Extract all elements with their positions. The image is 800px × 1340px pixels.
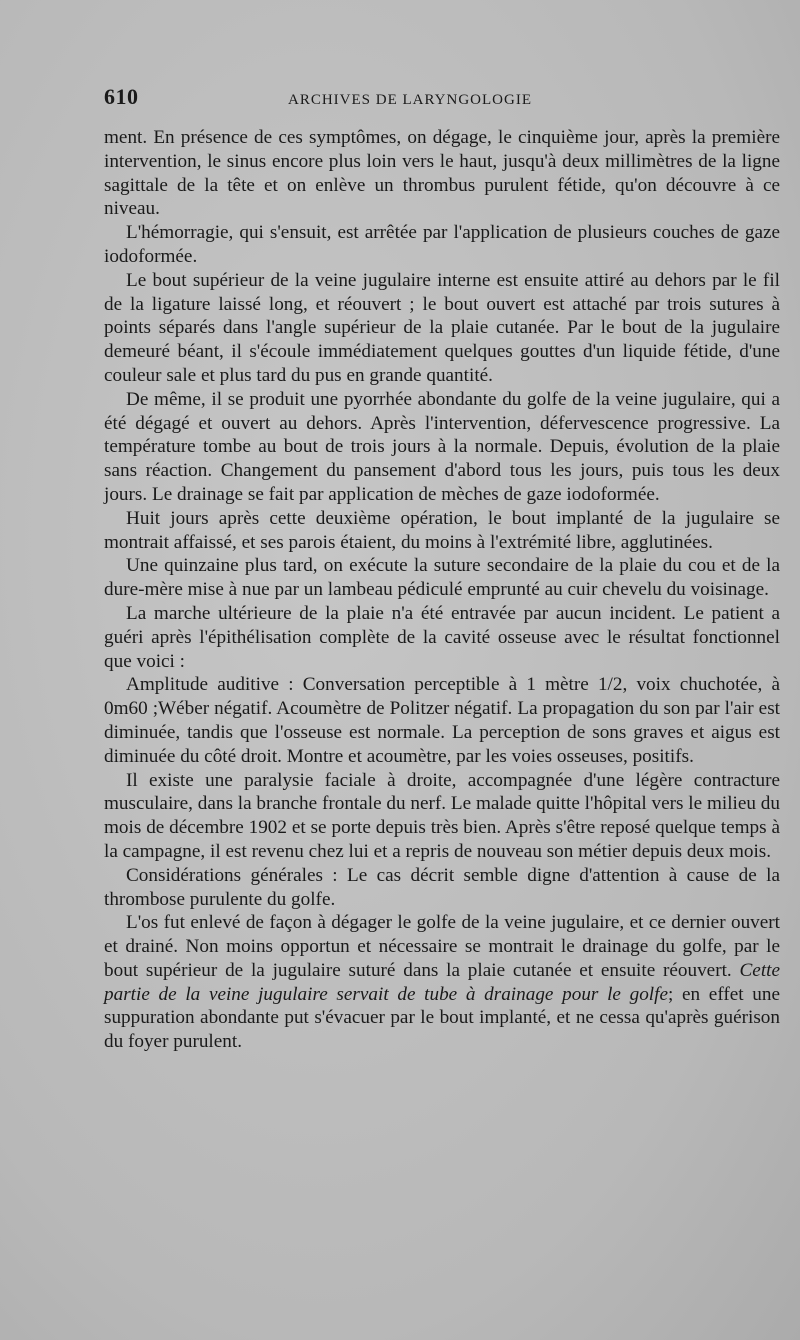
- paragraph: La marche ultérieure de la plaie n'a été entravée par aucun incident. Le patient a guéri après l'épithélisation complète de la cavité osseuse avec le résultat fonctionnel que voici :: [104, 602, 780, 672]
- paragraph: Amplitude auditive : Conversation perceptible à 1 mètre 1/2, voix chuchotée, à 0m60 ;Wéber négatif. Acoumètre de Politzer négatif. La propagation du son par l'air est diminuée, tandis que l'osseuse est normale. La perception de sons graves et aigus est diminuée du côté droit. Montre et acoumètre, par les voies osseuses, positifs.: [104, 674, 780, 767]
- book-page: [104, 84, 780, 1054]
- paragraph: L'hémorragie, qui s'ensuit, est arrêtée par l'application de plusieurs couches de gaze iodoformée.: [104, 222, 780, 267]
- paragraph: ment. En présence de ces symptômes, on dégage, le cinquième jour, après la première intervention, le sinus encore plus loin vers le haut, jusqu'à deux millimètres de la ligne sagittale de la tête et on enlève un thrombus purulent fétide, qu'on découvre à ce niveau.: [104, 127, 780, 220]
- running-head: [104, 84, 780, 118]
- paragraph: Une quinzaine plus tard, on exécute la suture secondaire de la plaie du cou et de la dure-mère mise à nue par un lambeau pédiculé emprunté au cuir chevelu du voisinage.: [104, 555, 780, 601]
- journal-title: ARCHIVES DE LARYNGOLOGIE: [288, 92, 532, 108]
- paragraph: Considérations générales : Le cas décrit semble digne d'attention à cause de la thrombose purulente du golfe.: [104, 864, 780, 910]
- paragraph-text: L'os fut enlevé de façon à dégager le golfe de la veine jugulaire, et ce dernier ouvert et drainé. Non moins opportun et nécessaire se montrait le drainage du golfe, par le bout supérieur de la jugulaire suturé dans la plaie cutanée et ensuite réouvert.: [104, 912, 780, 981]
- italic-phrase: Cette partie de la veine jugulaire servait de tube à drainage pour le golfe: [104, 959, 780, 1005]
- paragraph-final: [104, 911, 780, 1054]
- paragraph-text-end: ; en effet une suppuration abondante put s'évacuer par le bout implanté, et ne cessa qu'après guérison du foyer purulent.: [104, 983, 780, 1053]
- page-number: 610: [104, 84, 139, 109]
- paragraph: Le bout supérieur de la veine jugulaire interne est ensuite attiré au dehors par le fil de la ligature laissé long, et réouvert ; le bout ouvert est attaché par trois sutures à points séparés dans l'angle supérieur de la plaie cutanée. Par le bout de la jugulaire demeuré béant, il s'écoule immédiatement quelques gouttes d'un liquide fétide, d'une couleur sale et plus tard du pus en grande quantité.: [104, 269, 780, 386]
- paragraph: Il existe une paralysie faciale à droite, accompagnée d'une légère contracture musculaire, dans la branche frontale du nerf. Le malade quitte l'hôpital vers le milieu du mois de décembre 1902 et se porte depuis très bien. Après s'être reposé quelque temps à la campagne, il est revenu chez lui et a repris de nouveau son métier depuis deux mois.: [104, 769, 780, 862]
- paragraph: Huit jours après cette deuxième opération, le bout implanté de la jugulaire se montrait affaissé, et ses parois étaient, du moins à l'extrémité libre, agglutinées.: [104, 507, 780, 553]
- body-text: [104, 126, 780, 1054]
- paragraph: De même, il se produit une pyorrhée abondante du golfe de la veine jugulaire, qui a été dégagé et ouvert au dehors. Après l'intervention, défervescence progressive. La température tombe au bout de trois jours à la normale. Depuis, évolution de la plaie sans réaction. Changement du pansement d'abord tous les jours, puis tous les deux jours. Le drainage se fait par application de mèches de gaze iodoformée.: [104, 388, 780, 505]
